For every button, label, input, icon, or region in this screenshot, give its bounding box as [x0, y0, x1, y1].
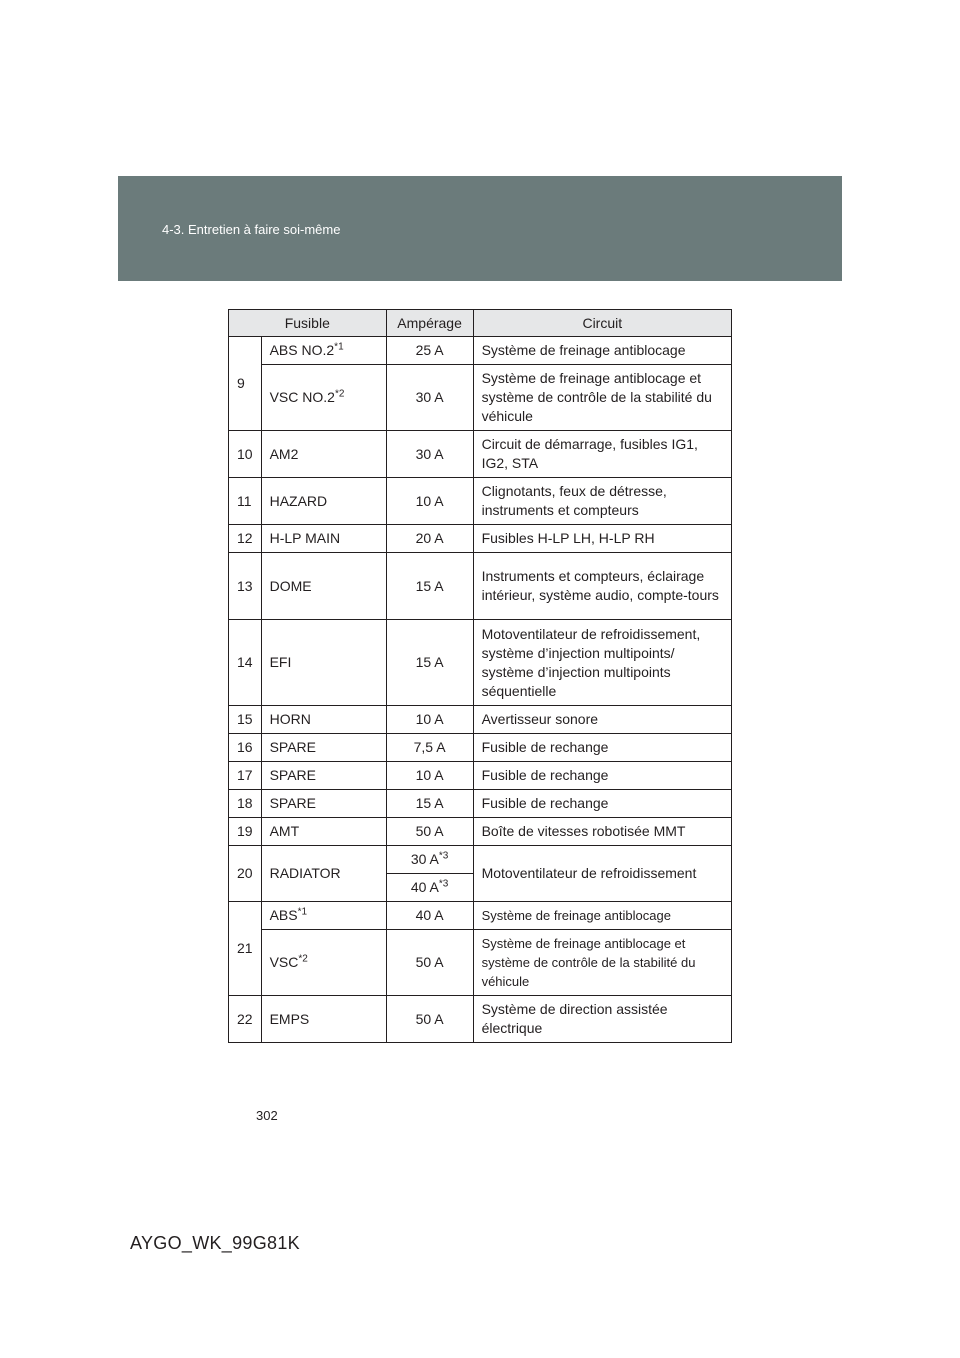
section-title: 4-3. Entretien à faire soi-même [162, 222, 341, 237]
fuse-circuit: Système de freinage antiblocage [473, 337, 731, 365]
fuse-amperage: 50 A [386, 930, 473, 996]
table-row [229, 525, 732, 553]
fuse-number: 22 [229, 996, 262, 1043]
fuse-name: RADIATOR [261, 846, 386, 902]
fuse-number: 9 [229, 337, 262, 431]
fuse-circuit: Système de freinage antiblocage et système de contrôle de la stabilité du véhicule [473, 365, 731, 431]
table-row [229, 620, 732, 706]
fuse-name: DOME [261, 553, 386, 620]
fuse-circuit: Boîte de vitesses robotisée MMT [473, 818, 731, 846]
fuse-circuit: Fusible de rechange [473, 762, 731, 790]
fuse-circuit: Fusible de rechange [473, 734, 731, 762]
fuse-circuit: Système de freinage antiblocage [473, 902, 731, 930]
fuse-amperage: 25 A [386, 337, 473, 365]
fuse-amperage: 10 A [386, 762, 473, 790]
fuse-circuit: Système de direction assistée électrique [473, 996, 731, 1043]
table-row [229, 337, 732, 365]
table-row [229, 902, 732, 930]
fuse-name-text: VSC NO.2 [269, 389, 335, 405]
header-amperage: Ampérage [386, 310, 473, 337]
fuse-amperage [386, 846, 473, 874]
fuse-circuit: Fusibles H-LP LH, H-LP RH [473, 525, 731, 553]
table-header-row [229, 310, 732, 337]
fuse-name: AMT [261, 818, 386, 846]
table-row [229, 846, 732, 874]
fuse-amperage: 30 A [386, 365, 473, 431]
fuse-number: 10 [229, 431, 262, 478]
footnote-marker: *1 [334, 341, 344, 353]
fuse-amperage: 10 A [386, 478, 473, 525]
table-row [229, 553, 732, 620]
document-code: AYGO_WK_99G81K [130, 1233, 300, 1253]
page-number: 302 [256, 1108, 278, 1123]
fuse-name-text: ABS [269, 907, 298, 923]
fuse-circuit: Fusible de rechange [473, 790, 731, 818]
fuse-number: 13 [229, 553, 262, 620]
fuse-name: HORN [261, 706, 386, 734]
footnote-marker: *2 [334, 388, 345, 400]
table-row [229, 996, 732, 1043]
fuse-circuit: Instruments et compteurs, éclairage intérieur, système audio, compte-tours [473, 553, 731, 620]
table-row [229, 478, 732, 525]
fuse-number: 12 [229, 525, 262, 553]
fuse-number: 15 [229, 706, 262, 734]
header-circuit: Circuit [473, 310, 731, 337]
fuse-amperage: 50 A [386, 818, 473, 846]
footnote-marker: *3 [438, 850, 449, 862]
fuse-amperage: 10 A [386, 706, 473, 734]
table-row [229, 790, 732, 818]
fuse-name [261, 902, 386, 930]
fuse-circuit: Circuit de démarrage, fusibles IG1, IG2, STA [473, 431, 731, 478]
fuse-amperage: 7,5 A [386, 734, 473, 762]
footnote-marker: *2 [298, 953, 308, 965]
fuse-circuit: Clignotants, feux de détresse, instruments et compteurs [473, 478, 731, 525]
footnote-marker: *3 [438, 878, 449, 890]
fuse-circuit: Motoventilateur de refroidissement, système d’injection multipoints/ système d’injection multipoints séquentielle [473, 620, 731, 706]
fuse-name [261, 365, 386, 431]
fuse-circuit: Système de freinage antiblocage et système de contrôle de la stabilité du véhicule [473, 930, 731, 996]
fuse-amperage: 20 A [386, 525, 473, 553]
table-row [229, 734, 732, 762]
fuse-name: SPARE [261, 734, 386, 762]
fuse-number: 11 [229, 478, 262, 525]
fuse-name-text: ABS NO.2 [269, 342, 335, 358]
fuse-name: AM2 [261, 431, 386, 478]
table-row [229, 762, 732, 790]
fuse-number: 16 [229, 734, 262, 762]
table-row [229, 431, 732, 478]
fuse-amperage: 15 A [386, 790, 473, 818]
header-fusible: Fusible [229, 310, 387, 337]
table-row [229, 930, 732, 996]
fuse-table [228, 309, 732, 1043]
fuse-name [261, 930, 386, 996]
fuse-name: EFI [261, 620, 386, 706]
fuse-number: 18 [229, 790, 262, 818]
fuse-amperage: 50 A [386, 996, 473, 1043]
fuse-number: 21 [229, 902, 262, 996]
fuse-name-text: VSC [269, 954, 299, 970]
fuse-number: 14 [229, 620, 262, 706]
section-header-band [118, 176, 842, 281]
table-row [229, 365, 732, 431]
fuse-name: HAZARD [261, 478, 386, 525]
table-row [229, 706, 732, 734]
fuse-name: EMPS [261, 996, 386, 1043]
fuse-name: SPARE [261, 790, 386, 818]
fuse-amperage-text: 30 A [410, 851, 439, 867]
fuse-name: SPARE [261, 762, 386, 790]
fuse-number: 17 [229, 762, 262, 790]
footnote-marker: *1 [297, 906, 308, 918]
fuse-amperage [386, 874, 473, 902]
fuse-name: H-LP MAIN [261, 525, 386, 553]
fuse-amperage-text: 40 A [410, 879, 439, 895]
fuse-amperage: 15 A [386, 620, 473, 706]
fuse-amperage: 40 A [386, 902, 473, 930]
fuse-circuit: Motoventilateur de refroidissement [473, 846, 731, 902]
fuse-number: 20 [229, 846, 262, 902]
table-row [229, 818, 732, 846]
fuse-amperage: 30 A [386, 431, 473, 478]
fuse-number: 19 [229, 818, 262, 846]
fuse-amperage: 15 A [386, 553, 473, 620]
fuse-name [261, 337, 386, 365]
fuse-circuit: Avertisseur sonore [473, 706, 731, 734]
